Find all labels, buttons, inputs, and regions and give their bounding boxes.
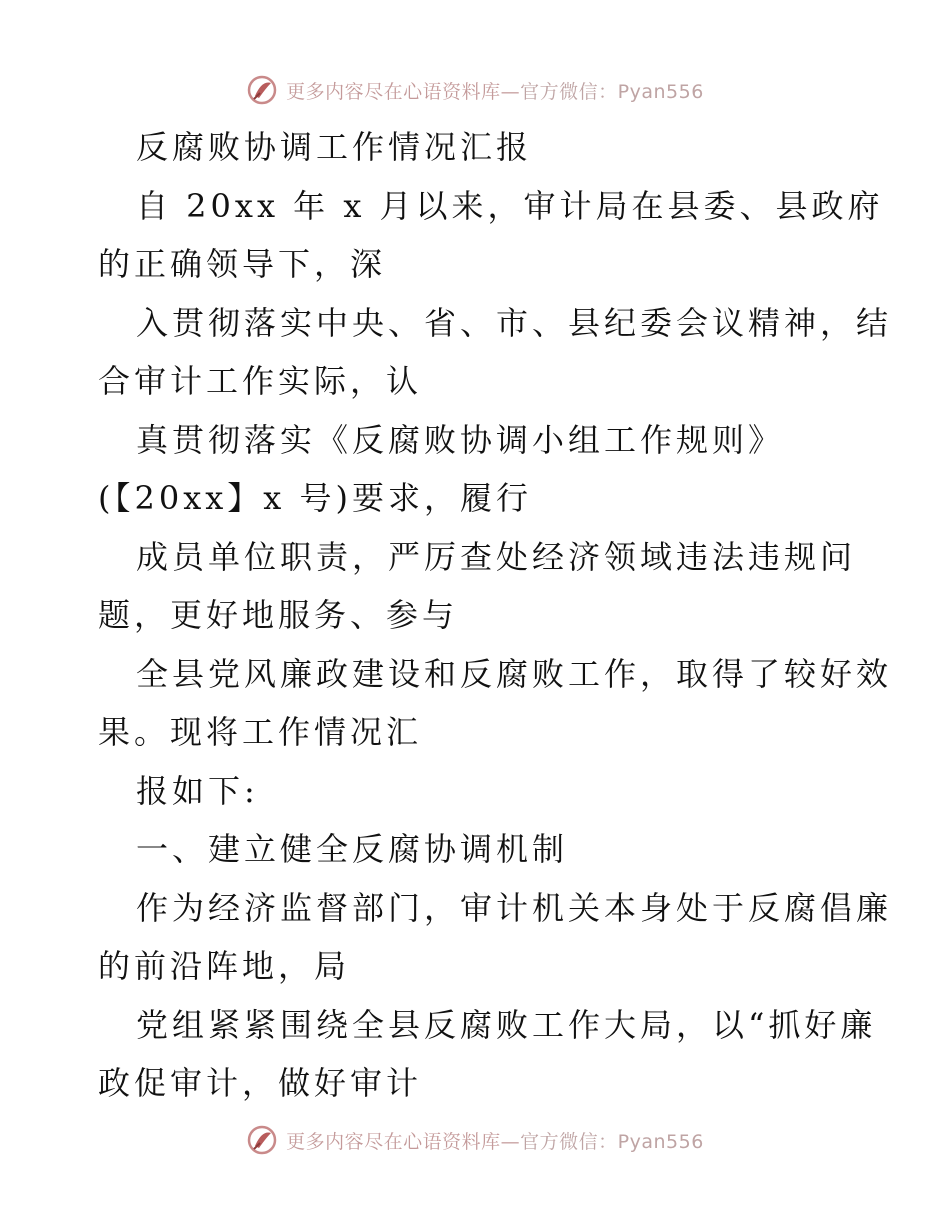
document-line: 的前沿阵地，局 [98,947,351,985]
watermark-text [286,1127,704,1154]
footer-watermark-banner [0,1120,950,1160]
watermark-wechat: 官方微信：Pyan556 [520,1130,704,1153]
document-line: 题，更好地服务、参与 [98,596,459,634]
watermark-separator: — [500,1130,521,1153]
document-line: 作为经济监督部门，审计机关本身处于反腐倡廉 [136,888,893,927]
document-line: 的正确领导下，深 [98,245,387,283]
document-line: 入贯彻落实中央、省、市、县纪委会议精神，结 [136,303,893,342]
document-line: 报如下: [136,771,259,810]
watermark-site-name: 更多内容尽在心语资料库 [286,1130,501,1153]
document-line: 一、建立健全反腐协调机制 [136,830,569,868]
document-line: 合审计工作实际，认 [98,362,423,400]
document-line: 反腐败协调工作情况汇报 [136,128,533,166]
document-line: 全县党风廉政建设和反腐败工作，取得了较好效 [136,654,893,693]
document-line: 党组紧紧围绕全县反腐败工作大局，以“抓好廉 [136,1005,877,1044]
header-watermark-banner [0,70,950,110]
document-line: 成员单位职责，严厉查处经济领域违法违规问 [136,537,857,576]
document-line: 政促审计，做好审计 [98,1064,423,1102]
leaf-pen-logo-icon [246,74,278,106]
leaf-pen-logo-icon [246,1124,278,1156]
watermark-site-name: 更多内容尽在心语资料库 [286,80,501,103]
document-line: 真贯彻落实《反腐败协调小组工作规则》 [136,420,785,459]
document-body [98,118,893,1113]
watermark-text [286,77,704,104]
document-line: 果。现将工作情况汇 [98,713,423,751]
document-line: 自 20xx 年 x 月以来，审计局在县委、县政府 [136,186,884,225]
watermark-separator: — [500,80,521,103]
watermark-wechat: 官方微信：Pyan556 [520,80,704,103]
document-line: (【20xx】x 号)要求，履行 [98,479,533,517]
